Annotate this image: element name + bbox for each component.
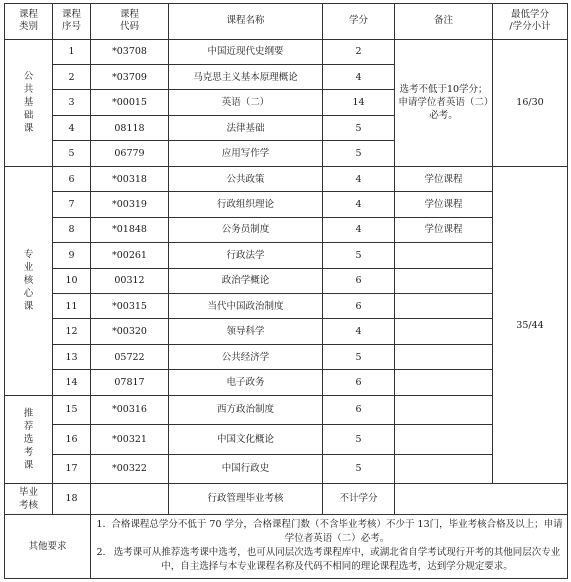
- note-number: 1.: [96, 519, 106, 531]
- note-text: 选考课可从推荐选考课中选考，也可从同层次选考课程库中，或湖北省自学考试现行开考的其他同层次专业中，自主选择与本专业课程名称及代码不相同的理论课程选考，达到学分规定要求。: [113, 547, 561, 573]
- table-row: [5, 344, 568, 369]
- course-seq: 8: [53, 217, 91, 242]
- course-name: 行政组织理论: [169, 192, 323, 217]
- course-seq: 17: [53, 454, 91, 484]
- course-credit: 5: [323, 115, 395, 140]
- course-name: 西方政治制度: [169, 395, 323, 425]
- course-name: 应用写作学: [169, 141, 323, 166]
- public-basic-remark: 选考不低于10学分；申请学位者英语（二）必考。: [395, 39, 493, 166]
- table-row: [5, 425, 568, 455]
- course-seq: 16: [53, 425, 91, 455]
- course-credit: 4: [323, 319, 395, 344]
- course-remark: [395, 293, 493, 318]
- course-remark: [395, 395, 493, 425]
- course-name: 英语（二）: [169, 90, 323, 115]
- category-recommended: 推 荐 选 考 课: [5, 395, 53, 484]
- course-credit: 5: [323, 243, 395, 268]
- course-remark: [395, 344, 493, 369]
- public-basic-min-credit: 16/30: [493, 39, 568, 166]
- course-name: 中国行政史: [169, 454, 323, 484]
- table-row: [5, 319, 568, 344]
- course-name: 公共政策: [169, 166, 323, 191]
- course-remark: 学位课程: [395, 217, 493, 242]
- table-row: [5, 166, 568, 191]
- category-core: 专 业 核 心 课: [5, 166, 53, 395]
- table-row: [5, 217, 568, 242]
- header-row: [5, 4, 568, 40]
- course-code: *00319: [91, 192, 169, 217]
- table-row: [5, 243, 568, 268]
- course-name: 行政管理毕业考核: [169, 484, 323, 515]
- course-seq: 9: [53, 243, 91, 268]
- course-seq: 12: [53, 319, 91, 344]
- course-credit: 5: [323, 141, 395, 166]
- course-code: *00316: [91, 395, 169, 425]
- category-graduation: 毕业 考核: [5, 484, 53, 515]
- program-course-table: [4, 3, 568, 579]
- course-seq: 7: [53, 192, 91, 217]
- course-name: 电子政务: [169, 370, 323, 395]
- table-row: [5, 293, 568, 318]
- course-code: *00315: [91, 293, 169, 318]
- course-credit: 4: [323, 166, 395, 191]
- course-code: 00312: [91, 268, 169, 293]
- course-seq: 11: [53, 293, 91, 318]
- course-name: 行政法学: [169, 243, 323, 268]
- course-credit: 6: [323, 395, 395, 425]
- course-remark: 学位课程: [395, 166, 493, 191]
- course-code: [91, 484, 169, 515]
- requirement-note: [93, 518, 565, 546]
- course-code: *03709: [91, 65, 169, 90]
- course-remark: [395, 243, 493, 268]
- other-requirements-label: 其他要求: [5, 514, 91, 578]
- course-seq: 5: [53, 141, 91, 166]
- course-code: 05722: [91, 344, 169, 369]
- course-credit: 2: [323, 39, 395, 64]
- course-credit: 4: [323, 65, 395, 90]
- course-credit: 4: [323, 217, 395, 242]
- requirement-note: [93, 546, 565, 574]
- course-code: *01848: [91, 217, 169, 242]
- header-credit: 学分: [323, 4, 395, 40]
- course-name: 中国近现代史纲要: [169, 39, 323, 64]
- note-text: 合格课程总学分不低于 70 学分，合格课程门数（不含毕业考核）不少于 13门，毕业考核合格及以上；申请学位者英语（二）必考。: [111, 519, 563, 545]
- course-name: 马克思主义基本原理概论: [169, 65, 323, 90]
- course-name: 领导科学: [169, 319, 323, 344]
- course-code: *00320: [91, 319, 169, 344]
- course-seq: 4: [53, 115, 91, 140]
- header-code: 课程 代码: [91, 4, 169, 40]
- course-seq: 2: [53, 65, 91, 90]
- course-name: 政治学概论: [169, 268, 323, 293]
- course-name: 公共经济学: [169, 344, 323, 369]
- course-credit: 5: [323, 425, 395, 455]
- course-seq: 13: [53, 344, 91, 369]
- course-code: *00015: [91, 90, 169, 115]
- course-name: 当代中国政治制度: [169, 293, 323, 318]
- course-remark: [395, 425, 493, 455]
- course-remark: [395, 319, 493, 344]
- course-code: 07817: [91, 370, 169, 395]
- header-remark: 备注: [395, 4, 493, 40]
- course-code: 06779: [91, 141, 169, 166]
- course-remark: 学位课程: [395, 192, 493, 217]
- other-requirements-notes: [91, 514, 568, 578]
- course-remark: [395, 268, 493, 293]
- header-name: 课程名称: [169, 4, 323, 40]
- course-seq: 3: [53, 90, 91, 115]
- course-code: 08118: [91, 115, 169, 140]
- course-seq: 18: [53, 484, 91, 515]
- course-credit: 6: [323, 370, 395, 395]
- course-credit: 6: [323, 293, 395, 318]
- course-name: 法律基础: [169, 115, 323, 140]
- other-requirements-row: [5, 514, 568, 578]
- course-credit: 5: [323, 454, 395, 484]
- course-code: *03708: [91, 39, 169, 64]
- note-number: 2.: [96, 547, 106, 559]
- course-remark: [395, 454, 493, 484]
- table-row: [5, 454, 568, 484]
- table-row: [5, 39, 568, 64]
- table-row: [5, 268, 568, 293]
- course-seq: 15: [53, 395, 91, 425]
- table-row: [5, 370, 568, 395]
- course-credit: 不计学分: [323, 484, 395, 515]
- course-credit: 6: [323, 268, 395, 293]
- graduation-remark: [395, 484, 568, 515]
- header-category: 课程 类别: [5, 4, 53, 40]
- course-credit: 5: [323, 344, 395, 369]
- course-name: 公务员制度: [169, 217, 323, 242]
- course-seq: 1: [53, 39, 91, 64]
- table-row: [5, 395, 568, 425]
- course-seq: 6: [53, 166, 91, 191]
- course-code: *00321: [91, 425, 169, 455]
- course-code: *00318: [91, 166, 169, 191]
- course-credit: 4: [323, 192, 395, 217]
- course-code: *00261: [91, 243, 169, 268]
- table-row: [5, 192, 568, 217]
- header-min-credit: 最低学分 /学分小计: [493, 4, 568, 40]
- category-public-basic: 公 共 基 础 课: [5, 39, 53, 166]
- course-code: *00322: [91, 454, 169, 484]
- course-remark: [395, 370, 493, 395]
- course-credit: 14: [323, 90, 395, 115]
- core-min-credit: 35/44: [493, 166, 568, 483]
- table-row: [5, 484, 568, 515]
- course-name: 中国文化概论: [169, 425, 323, 455]
- course-seq: 14: [53, 370, 91, 395]
- course-seq: 10: [53, 268, 91, 293]
- header-seq: 课程 序号: [53, 4, 91, 40]
